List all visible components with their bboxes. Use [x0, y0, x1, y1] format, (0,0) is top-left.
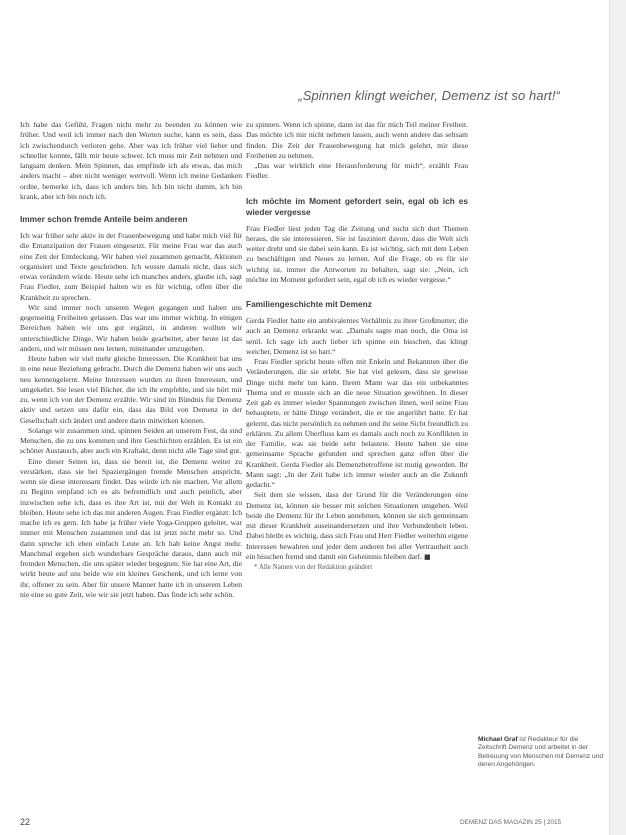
author-bio — [478, 736, 606, 769]
section-heading: Familiengeschichte mit Demenz — [246, 299, 372, 309]
footnote: * Alle Namen von der Redaktion geändert — [254, 563, 373, 571]
paragraph: Gerda Fiedler hatte ein ambivalentes Verhältnis zu ihrer Großmutter, die auch an Demenz erkrankt war. „Damals sagte man noch, die Oma ist senil. Ich sage ich auch lieber ich spinne ein bisschen, das klingt weicher, Demenz ist so hart.“ — [246, 316, 468, 356]
paragraph: zu spinnen. Wenn ich spinne, dann ist das für mich Teil meiner Freiheit. Das möchte ich mir nicht nehmen lassen, auch wenn andere das seltsam finden. Die Zeit der Frauenbewegung hat mich gelehrt, mir diese Freiheiten zu nehmen. — [246, 120, 468, 160]
end-mark-icon: ■ — [424, 552, 431, 561]
section-heading: Ich möchte im Moment gefordert sein, egal ob ich es wieder vergesse — [246, 195, 468, 217]
section-heading: Immer schon fremde Anteile beim anderen — [20, 214, 188, 224]
author-name: Michael Graf — [478, 736, 518, 743]
paragraph: Ich war früher sehr aktiv in der Frauenbewegung und habe mich viel für die Emanzipation der Frauen eingesetzt. Für meine Frau war das auch eine Zeit der Entdeckung. Wir haben viel zusammen gemacht, Aktionen organisiert und Texte geschrieben. Ich wusste damals nicht, dass sich etwas verändern würde. Heute sehe ich manches anders, glaube ich, sagt Frau Fiedler, zum Beispiel halten wir es für wichtig, offen über die Krankheit zu sprechen. — [20, 231, 242, 302]
paragraph: Solange wir zusammen sind, spinnen Seiden an unserem Fest, da sind Menschen, die zu uns kommen und ihre Geschichten erzählen. Es ist ein schöner Austausch, aber auch ein Kraftakt, denn nicht alle Tage sind gut. — [20, 425, 242, 456]
journal-footer: DEMENZ DAS MAGAZIN 25 | 2015 — [460, 819, 562, 826]
middle-column — [246, 120, 468, 572]
paragraph: Ich habe das Gefühl, Fragen nicht mehr zu beenden zu können wie früher. Und weil ich immer nach den Worten suche, kann es sein, dass ich zwischendurch verloren gehe. Aber was ich früher viel lieber und schneller konnte, fällt mir heute schwer. Ich muss mir Zeit nehmen und langsam denken. Mein Spinnen, das empfinde ich als etwas, das mich anders macht – aber nicht weniger wertvoll. Wenn ich meine Gedanken ordne, bemerke ich, dass ich anders bin. Ich bin nicht dumm, ich bin krank, aber ich bin noch ich. — [20, 120, 242, 201]
left-column — [20, 120, 242, 600]
paragraph: „Das war wirklich eine Herausforderung für mich“, erzählt Frau Fiedler. — [246, 161, 468, 181]
paragraph: Eine dieser Seiten ist, dass sie bereit ist, die Demenz weiter zu verstärken, dass sie bei Spaziergängen fremde Menschen anspricht, wenn sie diese interessant findet. Das würde ich nie machen. Vor allem zu Beginn empfand ich es als befremdlich und auch peinlich, aber inzwischen sehe ich, dass es ihre Art ist, mit der Welt in Kontakt zu bleiben. Heute sehe ich das mit anderen Augen. Frau Fiedler ergänzt: Ich mache ich es gern. Ich habe ja früher viele Yoga-Gruppen geleitet, war immer mit Menschen zusammen und das ist jetzt nicht mehr so. Und dann spreche ich eben einfach Leute an. Ich hab keine Angst mehr. Manchmal ergeben sich wunderbare Gespräche daraus, dann auch mit fremden Menschen, die uns später wieder begegnen. Sie hat eine Art, die wirkt heute auf uns beide wie ein kleines Geschenk, und ich lerne von ihr, offener zu sein. Aber für unsere Manner hatte ich in unserem Leben nie eine so gute Zeit, wie wir sie jetzt haben. Das finde ich sehr schön. — [20, 456, 242, 599]
paragraph: Heute haben wir viel mehr gleiche Interessen. Die Krankheit hat uns in eine neue Beziehung gebracht. Durch die Demenz haben wir uns auch neu kennengelernt. Meine Interessen wurden zu ihren Interessen, und umgekehrt. Sie lesen viel Bücher, die ich ihr empfehle, und sie hört mir zu, wenn ich von der Demenz erzähle. Wir sind im Bündnis für Demenz aktiv und setzen uns dafür ein, dass das Bild von Demenz in der Gesellschaft sich ändert und andere darin mitwirken können. — [20, 354, 242, 425]
page-edge-strip — [609, 0, 626, 835]
paragraph — [246, 490, 468, 562]
paragraph-text: Seit dem sie wissen, dass der Grund für die Veränderungen eine Demenz ist, können sie besser mit solchen Situationen umgehen. Weil beide die Demenz für ihr Leben annehmen, können sie sich gemeinsam mit dieser Krankheit auseinandersetzen und ihre Verbundenheit leben. Dabei bleibt es wichtig, dass sich Frau und Herr Fiedler weiterhin eigene Interessen bewahren und jeder dem anderen bei aller Vertrautheit auch ein bisschen fremd und damit ein Geheimnis bleiben darf. — [246, 490, 468, 561]
paragraph: Wir sind immer noch unseren Wegen gegangen und haben uns gegenseitig Freiheiten gelassen. Das war uns immer wichtig. In einigen Bereichen haben wir uns gut ergänzt, in anderen wollten wir unterschiedliche Dinge. Wir haben beide gearbeitet, aber heute ist das anders, und wir müssen neu lernen, miteinander umzugehen. — [20, 302, 242, 353]
paragraph: Frau Fiedler liest jeden Tag die Zeitung und sucht sich dort Themen heraus, die sie interessieren. Sie ist fasziniert davon, dass die Welt sich weiter dreht und sie dabei sein kann. Es ist wichtig, sich mit dem Leben zu beschäftigen und Neues zu lernen. Auf die Frage, ob es für sie wichtig ist, immer die Antworten zu behalten, sagt sie: „Nein, ich möchte im Moment gefordert sein, egal ob ich es wieder vergesse.“ — [246, 223, 468, 284]
author-bio-text: ist Redakteur für die Zeitschrift Demenz und arbeitet in der Betreuung von Menschen mit Demenz und deren Angehörigen. — [478, 736, 603, 768]
paragraph: Frau Fiedler spricht heute offen mit Enkeln und Bekannten über die Veränderungen, die sie erlebt. Sie hat viel gelesen, dass sie gewisse Dinge nicht mehr tun kann. Ihrem Mann war das ein unbekanntes Thema und er musste sich an die neue Situation gewöhnen. In dieser Zeit gab es immer wieder Spannungen zwischen ihnen, weil seine Frau behauptete, er hätte Dinge verändert, die er nie angerührt hatte. Er hat gelernt, das nicht persönlich zu nehmen und ihr seine Sicht freundlich zu erklären. Zu allem Überfluss kam es damals auch noch zu Konflikten in der Familie, was sie beide sehr belastete. Heute haben sie eine gemeinsame Sprache gefunden und sprechen ganz offen über die Krankheit. Gerda Fiedler als Demenzbetroffene ist mutig geworden. Ihr Mann sagt: „In der Zeit habe ich immer wieder auch an die Zukunft gedacht.“ — [246, 357, 468, 489]
pull-quote: „Spinnen klingt weicher, Demenz ist so hart!“ — [298, 88, 560, 103]
page-number: 22 — [20, 817, 31, 827]
